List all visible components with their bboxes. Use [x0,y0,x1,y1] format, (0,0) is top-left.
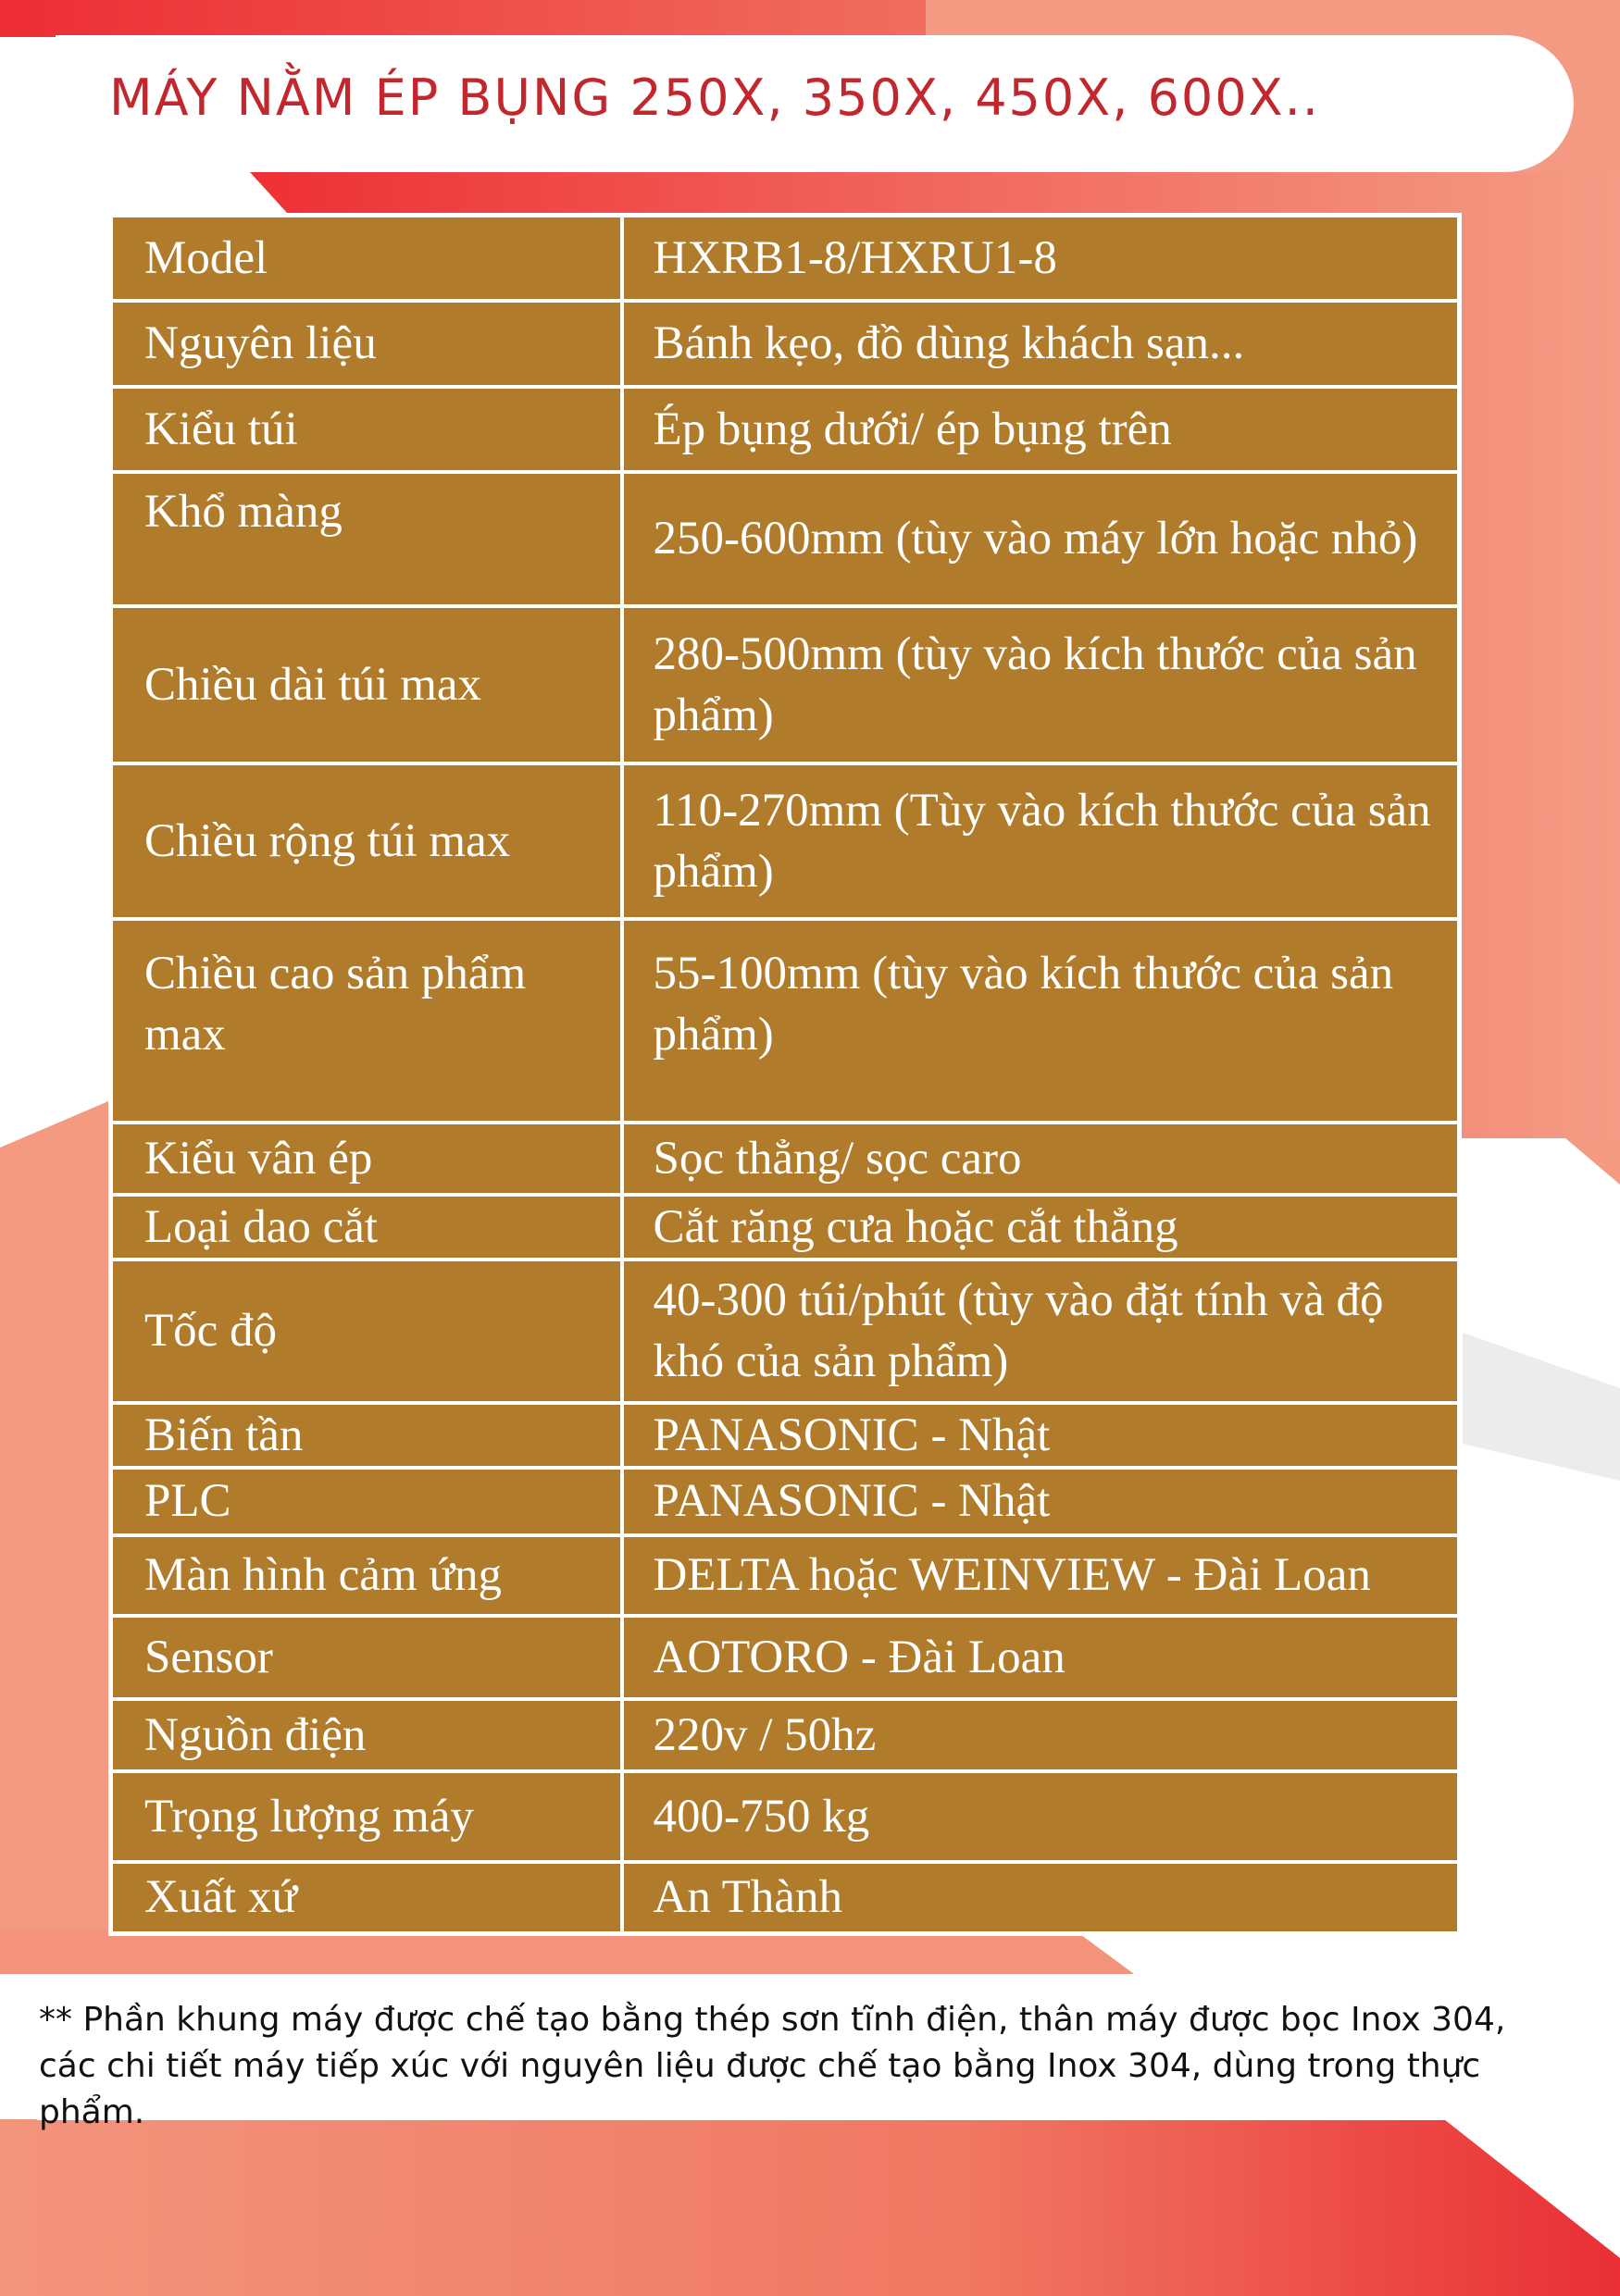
table-row [111,301,1460,387]
spec-table [108,213,1462,1936]
table-row [111,1699,1460,1771]
row-value: DELTA hoặc WEINVIEW - Đài Loan [622,1535,1460,1616]
page-title: MÁY NẰM ÉP BỤNG 250X, 350X, 450X, 600X.. [109,68,1320,127]
lower-stripe [0,1930,1134,1974]
table-row [111,763,1460,919]
row-value: PANASONIC - Nhật [622,1403,1460,1468]
gray-shard [1463,1333,1620,1481]
table-row [111,216,1460,301]
row-label: Tốc độ [111,1260,622,1403]
table-row [111,1862,1460,1934]
row-label: Xuất xứ [111,1862,622,1934]
bottom-band [0,2119,1620,2296]
row-label: Trọng lượng máy [111,1771,622,1862]
row-label: Khổ màng [111,472,622,606]
row-value: 55-100mm (tùy vào kích thước của sản phẩm) [622,919,1460,1123]
row-value: 40-300 túi/phút (tùy vào đặt tính và độ khó của sản phẩm) [622,1260,1460,1403]
row-label: Chiều dài túi max [111,606,622,763]
row-label: Nguyên liệu [111,301,622,387]
table-row [111,1535,1460,1616]
row-label: Màn hình cảm ứng [111,1535,622,1616]
left-side-band [0,1101,108,1974]
row-label: Model [111,216,622,301]
table-row [111,1468,1460,1535]
row-value: An Thành [622,1862,1460,1934]
table-row [111,387,1460,472]
row-value: HXRB1-8/HXRU1-8 [622,216,1460,301]
row-label: Sensor [111,1616,622,1699]
table-row [111,1123,1460,1195]
row-label: Loại dao cắt [111,1195,622,1260]
row-label: Chiều cao sản phẩm max [111,919,622,1123]
row-value: Bánh kẹo, đồ dùng khách sạn... [622,301,1460,387]
table-row [111,1403,1460,1468]
table-row [111,606,1460,763]
table-row [111,919,1460,1123]
footer-note: ** Phần khung máy được chế tạo bằng thép sơn tĩnh điện, thân máy được bọc Inox 304, các chi tiết máy tiếp xúc với nguyên liệu được chế tạo bằng Inox 304, dùng trong thực phẩm. [39,2001,1506,2131]
row-label: Nguồn điện [111,1699,622,1771]
row-value: PANASONIC - Nhật [622,1468,1460,1535]
table-row [111,472,1460,606]
row-label: Biến tần [111,1403,622,1468]
row-value: 280-500mm (tùy vào kích thước của sản phẩm) [622,606,1460,763]
row-label: Kiểu vân ép [111,1123,622,1195]
row-label: Kiểu túi [111,387,622,472]
row-label: PLC [111,1468,622,1535]
table-row [111,1260,1460,1403]
row-value: Sọc thẳng/ sọc caro [622,1123,1460,1195]
row-value: 110-270mm (Tùy vào kích thước của sản phẩm) [622,763,1460,919]
table-row [111,1616,1460,1699]
row-value: 220v / 50hz [622,1699,1460,1771]
row-value: 250-600mm (tùy vào máy lớn hoặc nhỏ) [622,472,1460,606]
row-value: Cắt răng cưa hoặc cắt thẳng [622,1195,1460,1260]
table-row [111,1771,1460,1862]
table-row [111,1195,1460,1260]
row-value: AOTORO - Đài Loan [622,1616,1460,1699]
row-value: Ép bụng dưới/ ép bụng trên [622,387,1460,472]
row-label: Chiều rộng túi max [111,763,622,919]
row-value: 400-750 kg [622,1771,1460,1862]
